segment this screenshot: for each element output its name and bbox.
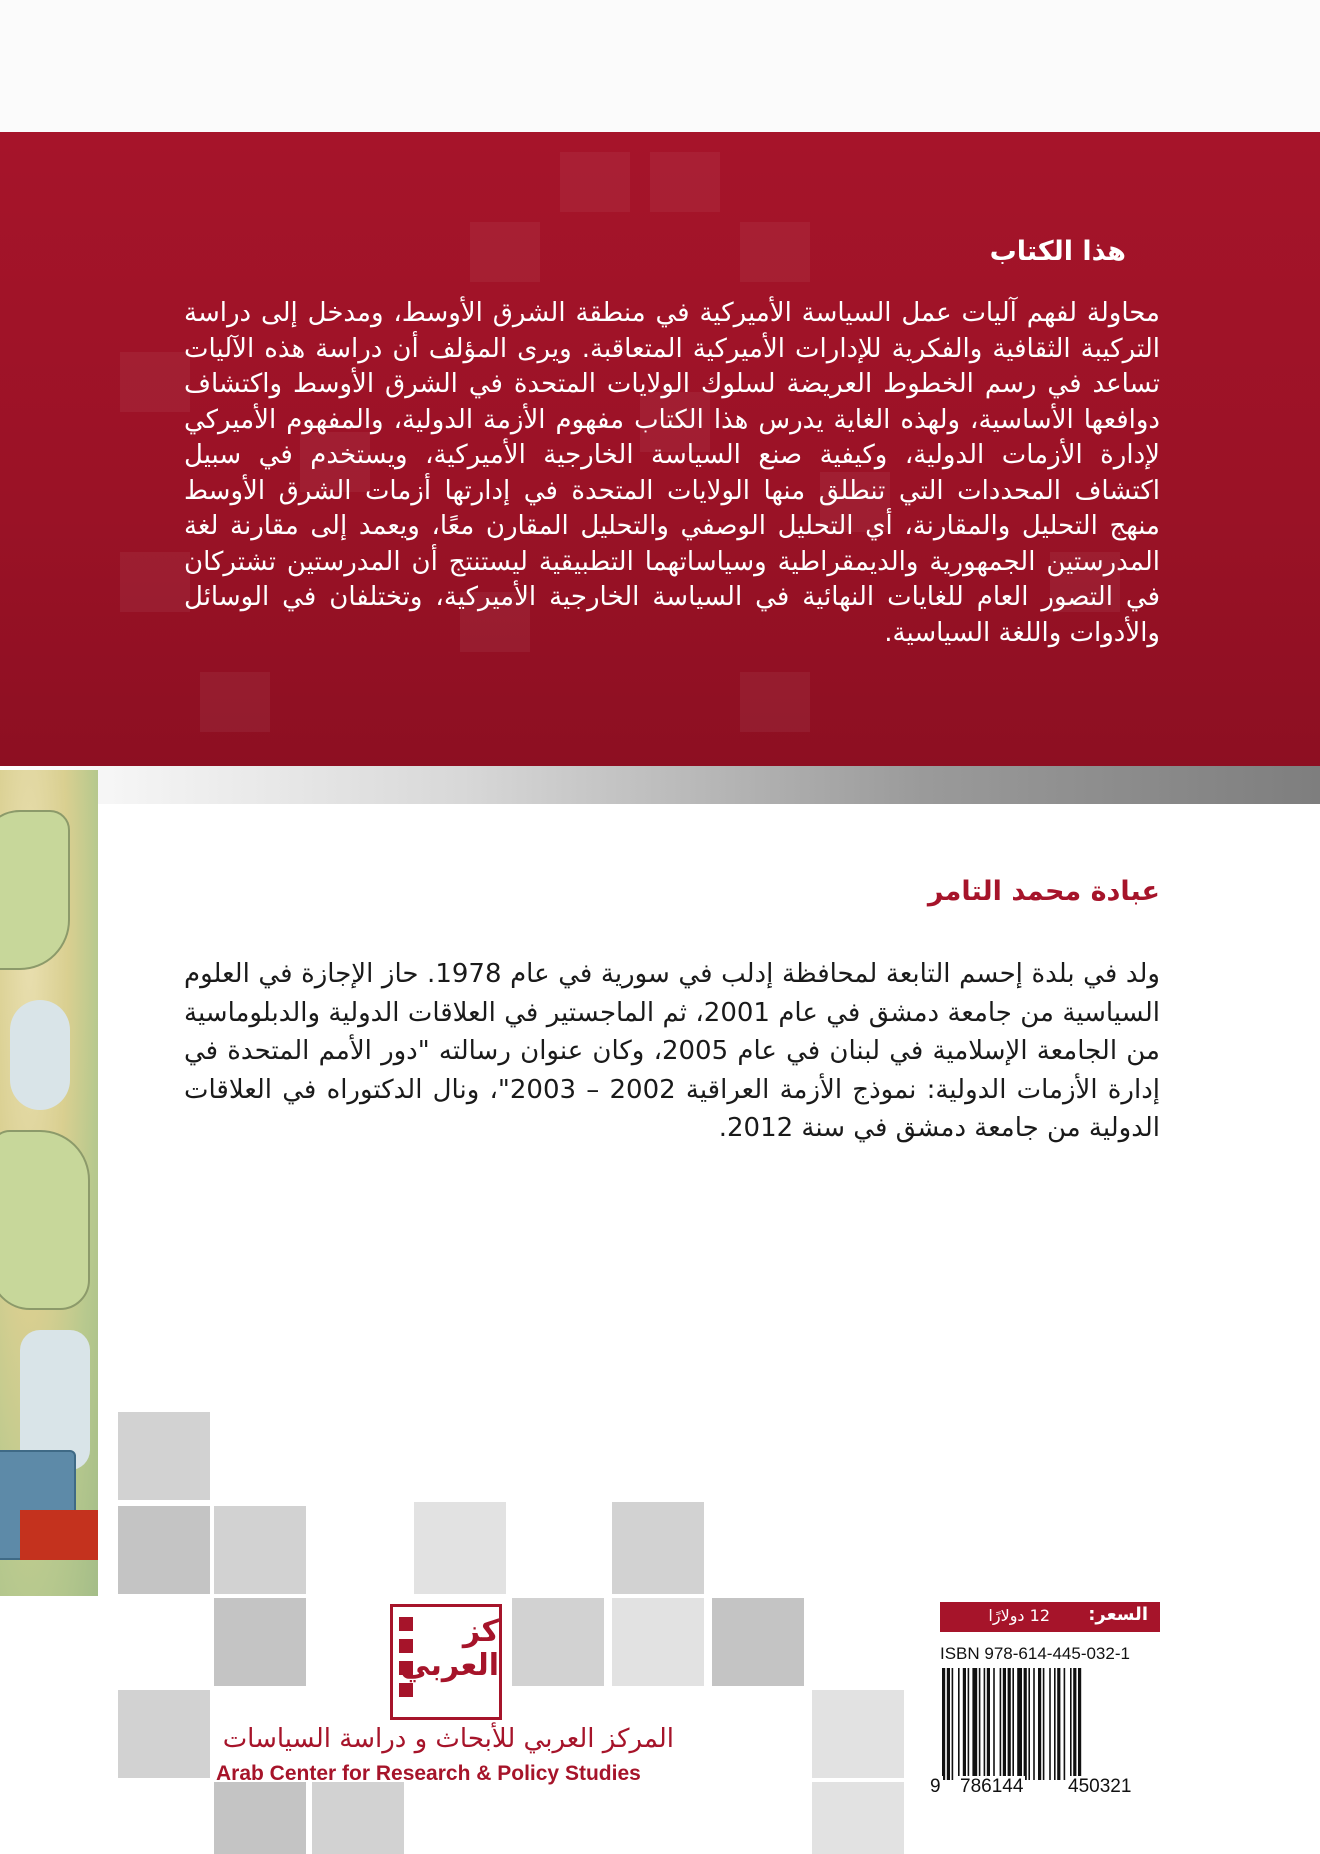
author-name: عبادة محمد التامر	[927, 876, 1160, 907]
top-margin	[0, 0, 1320, 132]
price-label: السعر:	[1088, 1604, 1148, 1625]
publisher-logo	[390, 1604, 502, 1720]
logo-lettering: كز العربي	[400, 1614, 499, 1683]
price-tag	[940, 1602, 1160, 1632]
author-bio: ولد في بلدة إحسم التابعة لمحافظة إدلب في سورية في عام 1978. حاز الإجازة في العلوم السياسية من جامعة دمشق في عام 2001، ثم الماجستير في العلاقات الدولية والدبلوماسية من الجامعة الإسلامية في لبنان في عام 2005، وكان عنوان رسالته "دور الأمم المتحدة في إدارة الأزمات الدولية: نموذج الأزمة العراقية 2002 – 2003"، ونال الدكتوراه في العلاقات الدولية من جامعة دمشق في سنة 2012.	[184, 959, 1161, 1143]
price-value: 12 دولارًا	[988, 1606, 1050, 1625]
book-description: محاولة لفهم آليات عمل السياسة الأميركية في منطقة الشرق الأوسط، ومدخل إلى دراسة التركيبة الثقافية والفكرية للإدارات الأميركية المتعاقبة. ويرى المؤلف أن دراسة هذه الآليات تساعد في رسم الخطوط العريضة لسلوك الولايات المتحدة في الشرق الأوسط واكتشاف دوافعها الأساسية، ولهذه الغاية يدرس هذا الكتاب مفهوم الأزمة الدولية، والمفهوم الأميركي لإدارة الأزمات الدولية، وكيفية صنع السياسة الخارجية الأميركية، ويستخدم في سبيل اكتشاف المحددات التي تنطلق منها الولايات المتحدة في إدارتها أزمات الشرق الأوسط منهج التحليل والمقارنة، أي التحليل الوصفي والتحليل المقارن معًا، ويعمد إلى مقارنة لغة المدرستين الجمهورية والديمقراطية وسياساتهما التطبيقية ليستنتج أن المدرستين تشتركان في التصور العام للغايات النهائية في السياسة الخارجية الأميركية، وتختلفان في الوسائل والأدوات واللغة السياسية.	[184, 298, 1160, 648]
barcode-digits	[928, 1776, 1164, 1800]
isbn-number: ISBN 978-614-445-032-1	[940, 1644, 1130, 1663]
publisher-name-arabic: المركز العربي للأبحاث و دراسة السياسات	[222, 1724, 674, 1754]
barcode-digits-middle: 786144	[960, 1776, 1024, 1797]
gradient-divider	[0, 766, 1320, 804]
barcode-digit-first: 9	[930, 1776, 941, 1797]
isbn-barcode	[940, 1668, 1160, 1782]
barcode-digits-last: 450321	[1068, 1776, 1132, 1797]
map-illustration	[0, 770, 98, 1596]
book-heading: هذا الكتاب	[989, 236, 1126, 267]
publisher-name-english: Arab Center for Research & Policy Studies	[216, 1762, 641, 1785]
